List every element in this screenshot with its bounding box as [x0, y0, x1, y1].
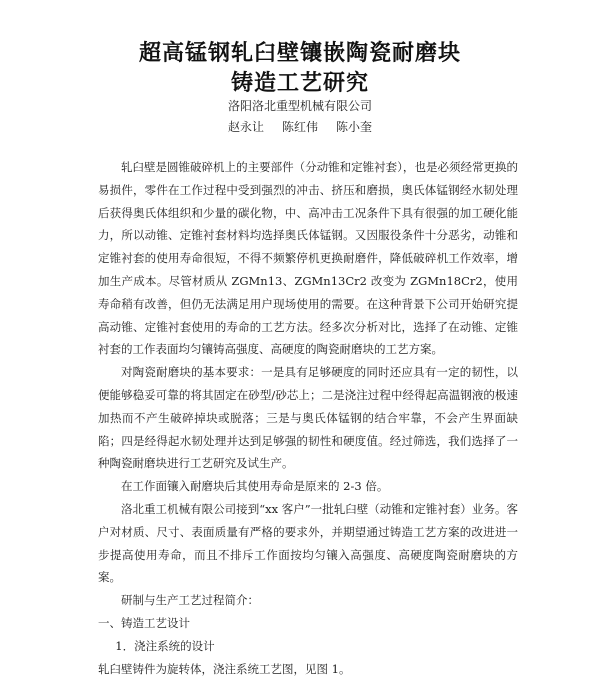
title-line-1: 超高锰钢轧臼壁镶嵌陶瓷耐磨块: [138, 41, 461, 66]
author-2: 陈红伟: [281, 120, 318, 134]
paragraph-requirements: 对陶瓷耐磨块的基本要求：一是具有足够硬度的同时还应具有一定的韧性，以便能够稳妥可靠的将其固定在砂型/砂芯上；二是浇注过程中经得起高温钢液的极速加热而不产生破碎掉块或脱落；三是与奥氏体锰钢的结合牢靠，不会产生界面缺陷；四是经得起水韧处理并达到足够强的韧性和硬度值。经过筛选，我们选择了一种陶瓷耐磨块进行工艺研究及试生产。: [98, 365, 518, 471]
paragraph-customer: 洛北重工机械有限公司接到“xx 客户”一批轧臼壁（动锥和定锥衬套）业务。客户对材质、尺寸、表面质量有严格的要求外，并期望通过铸造工艺方案的改进进一步提高使用寿命，而且不排斥工作面按均匀镶入高强度、高硬度陶瓷耐磨块的方案。: [98, 501, 518, 585]
paragraph-intro: 轧臼壁是圆锥破碎机上的主要部件（分动锥和定锥衬套），也是必须经常更换的易损件，零件在工作过程中受到强烈的冲击、挤压和磨损，奥氏体锰钢经水韧处理后获得奥氏体组织和少量的碳化物，中、高冲击工况条件下具有很强的加工硬化能力，所以动锥、定锥衬套材料均选择奥氏体锰钢。又因服役条件十分恶劣，动锥和定锥衬套的使用寿命很短，不得不频繁停机更换耐磨件，降低破碎机工作效率，增加生产成本。尽管材质从 ZGMn13、ZGMn13Cr2 改变为 ZGMn18Cr2，使用寿命稍有改善，但仍无法满足用户现场使用的需要。在这种背景下公司开始研究提高动锥、定锥衬套使用的寿命的工艺方法。经多次分析对比，选择了在动锥、定锥衬套的工作表面均匀镶铸高强度、高硬度的陶瓷耐磨块的工艺方案。: [98, 160, 518, 357]
affiliation: 洛阳洛北重型机械有限公司: [227, 99, 372, 113]
paragraph-process-intro: 研制与生产工艺过程简介：: [121, 593, 259, 608]
author-3: 陈小奎: [336, 120, 373, 134]
section-heading: 一、铸造工艺设计: [98, 615, 190, 630]
author-list: [0, 118, 600, 135]
subsection-heading: 1．浇注系统的设计: [115, 638, 215, 653]
paragraph-service-life: 在工作面镶入耐磨块后其使用寿命是原来的 2-3 倍。: [121, 479, 389, 494]
paragraph-gating: 轧臼壁铸件为旋转体，浇注系统工艺图，见图 1。: [98, 661, 351, 676]
body-text: [98, 156, 518, 680]
author-1: 赵永让: [227, 120, 264, 134]
title-line-2: 铸造工艺研究: [230, 71, 369, 96]
